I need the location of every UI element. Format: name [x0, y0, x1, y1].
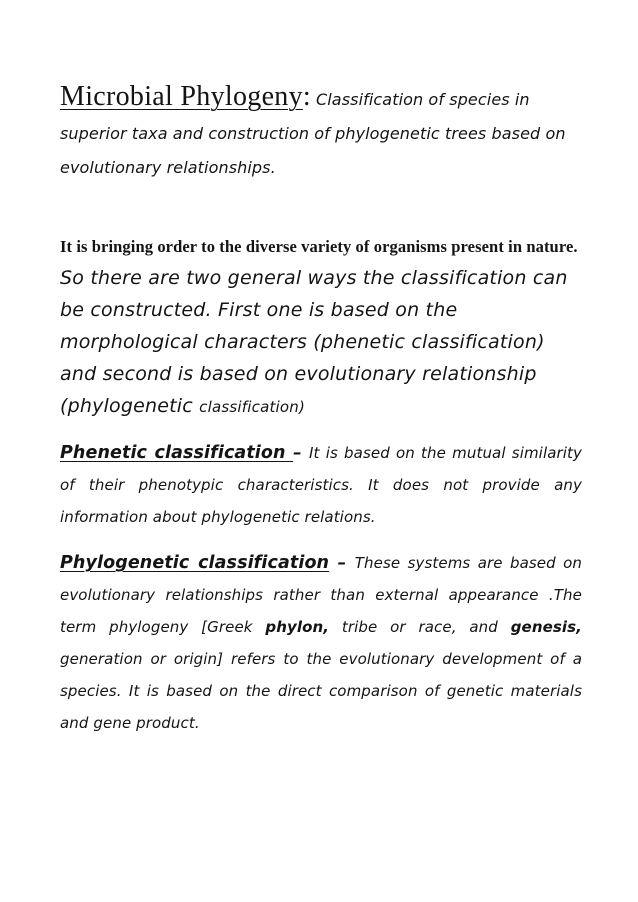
bold-lead-sentence: It is bringing order to the diverse variety of organisms present in nature. [60, 237, 578, 256]
title-colon: : [302, 81, 311, 112]
phylogenetic-body-3: generation or origin] refers to the evolutionary development of a species. It is based on the direct comparison of genetic materials and gene product. [60, 650, 582, 732]
phylogenetic-body-1: These systems are based on evolutionary relationships rather than external appearance .The term phylogeny [Greek [60, 554, 582, 636]
intro-closing: ) [299, 398, 306, 416]
phenetic-heading: Phenetic classification [60, 443, 294, 463]
term-genesis: genesis, [510, 618, 582, 636]
title-block [60, 80, 582, 185]
intro-text: So there are two general ways the classification can be constructed. First one is based on the morphological characters (phenetic classification) and second is based on evolutionary relationship (phylogenetic [60, 267, 568, 417]
phenetic-section [60, 437, 582, 533]
intro-paragraph [60, 262, 582, 423]
intro-small-word: classification [199, 398, 299, 416]
phylogenetic-section [60, 547, 582, 739]
page-content [60, 80, 582, 739]
page-title: Microbial Phylogeny [60, 81, 303, 112]
title-description: Classification of species in superior taxa and construction of phylogenetic trees based on evolutionary relationships. [60, 90, 566, 177]
phylogenetic-heading: Phylogenetic classification [60, 553, 330, 573]
phenetic-body: It is based on the mutual similarity of their phenotypic characteristics. It does not provide any information about phylogenetic relations. [60, 444, 583, 526]
phylogenetic-body-2: tribe or race, and [329, 618, 511, 636]
phylogenetic-separator: – [329, 553, 355, 573]
term-phylon: phylon, [265, 618, 330, 636]
phenetic-separator: – [293, 443, 310, 463]
